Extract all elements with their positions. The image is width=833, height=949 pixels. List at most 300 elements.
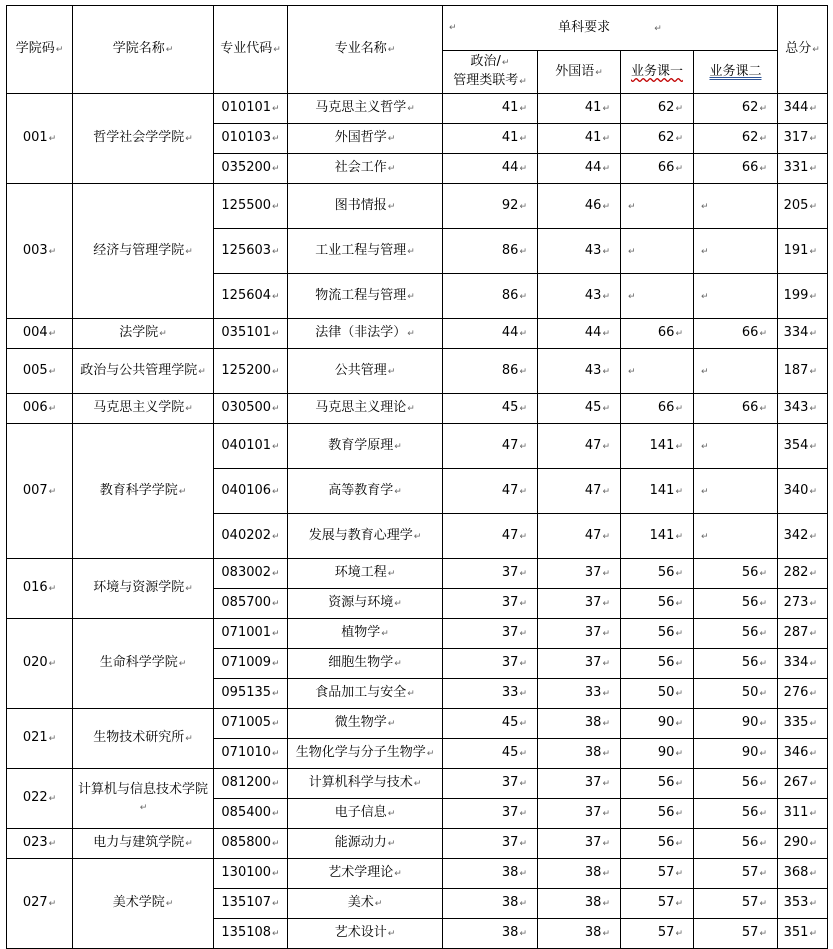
major-name-cell-text: 资源与环境	[328, 595, 394, 610]
header-politics: 政治/↵ 管理类联考↵	[443, 51, 538, 94]
course1-cell	[621, 619, 694, 649]
header-foreign-language: 外国语↵	[538, 51, 621, 94]
course2-cell	[694, 889, 778, 919]
foreign-cell	[538, 469, 621, 514]
course2-cell	[694, 679, 778, 709]
foreign-cell-text: 37	[584, 595, 602, 610]
total-cell	[778, 229, 828, 274]
foreign-cell	[538, 919, 621, 949]
total-cell-text: 199	[783, 287, 809, 303]
paragraph-mark: ↵	[185, 134, 193, 144]
politics-cell	[443, 94, 538, 124]
total-cell-text: 342	[783, 527, 809, 543]
paragraph-mark: ↵	[48, 584, 57, 594]
major-name-cell	[288, 124, 443, 154]
major-name-cell-text: 细胞生物学	[328, 655, 394, 670]
politics-cell-text: 86	[501, 242, 519, 258]
college-code-cell	[7, 319, 73, 349]
college-code-cell	[7, 709, 73, 769]
major-name-cell	[288, 274, 443, 319]
paragraph-mark: ↵	[602, 246, 610, 257]
paragraph-mark: ↵	[759, 404, 767, 414]
course2-cell	[694, 919, 778, 949]
politics-cell-text: 41	[501, 100, 519, 115]
college-name-cell	[73, 859, 214, 949]
foreign-cell-text: 38	[584, 745, 602, 760]
paragraph-mark: ↵	[602, 531, 610, 542]
paragraph-mark: ↵	[809, 929, 817, 939]
course2-cell-text: 56	[741, 805, 759, 820]
paragraph-mark: ↵	[809, 404, 817, 414]
total-cell-text: 273	[783, 595, 809, 610]
paragraph-mark: ↵	[809, 134, 817, 144]
college-name-cell-text: 电力与建筑学院	[93, 835, 185, 850]
paragraph-mark: ↵	[701, 246, 709, 257]
major-name-cell-text: 环境工程	[334, 565, 387, 580]
major-name-cell	[288, 769, 443, 799]
major-name-cell	[288, 514, 443, 559]
course1-cell-text: 66	[657, 160, 675, 175]
paragraph-mark: ↵	[759, 869, 767, 879]
paragraph-mark: ↵	[48, 246, 57, 257]
paragraph-mark: ↵	[198, 366, 206, 377]
major-name-cell	[288, 919, 443, 949]
course2-cell	[694, 559, 778, 589]
foreign-cell-text: 47	[584, 482, 602, 498]
major-name-cell-text: 微生物学	[334, 715, 387, 730]
paragraph-mark: ↵	[809, 659, 817, 669]
college-name-cell-text: 马克思主义学院	[93, 400, 185, 415]
paragraph-mark: ↵	[519, 201, 527, 212]
foreign-cell-text: 41	[584, 130, 602, 145]
paragraph-mark: ↵	[48, 329, 57, 339]
foreign-cell	[538, 229, 621, 274]
major-code-cell-text: 010103	[221, 130, 272, 145]
paragraph-mark: ↵	[519, 441, 527, 452]
foreign-cell-text: 37	[584, 625, 602, 640]
politics-cell-text: 45	[501, 745, 519, 760]
paragraph-mark: ↵	[48, 134, 57, 144]
paragraph-mark: ↵	[272, 869, 280, 879]
college-code-cell	[7, 94, 73, 184]
major-code-cell-text: 135107	[221, 895, 272, 910]
paragraph-mark: ↵	[272, 779, 280, 789]
course2-cell	[694, 769, 778, 799]
major-code-cell	[214, 769, 288, 799]
politics-cell	[443, 769, 538, 799]
paragraph-mark: ↵	[394, 599, 402, 609]
major-code-cell-text: 085700	[221, 595, 272, 610]
paragraph-mark: ↵	[701, 366, 709, 377]
paragraph-mark: ↵	[185, 839, 193, 849]
paragraph-mark: ↵	[519, 869, 527, 879]
paragraph-mark: ↵	[759, 749, 767, 759]
paragraph-mark: ↵	[519, 531, 527, 542]
major-name-cell	[288, 829, 443, 859]
major-code-cell-text: 071009	[221, 655, 272, 670]
course1-cell	[621, 319, 694, 349]
foreign-cell	[538, 274, 621, 319]
paragraph-mark: ↵	[519, 569, 527, 579]
total-cell	[778, 919, 828, 949]
politics-cell-text: 37	[501, 835, 519, 850]
major-code-cell	[214, 154, 288, 184]
course1-cell	[621, 349, 694, 394]
major-code-cell-text: 125604	[221, 287, 272, 303]
politics-cell	[443, 154, 538, 184]
college-name-cell	[73, 319, 214, 349]
table-row	[7, 619, 828, 649]
course1-cell-text: 56	[657, 805, 675, 820]
major-code-cell	[214, 424, 288, 469]
paragraph-mark: ↵	[675, 329, 683, 339]
college-name-cell-text: 生物技术研究所	[93, 730, 185, 745]
total-cell	[778, 589, 828, 619]
paragraph-mark: ↵	[759, 899, 767, 909]
paragraph-mark: ↵	[165, 899, 174, 909]
major-name-cell	[288, 469, 443, 514]
politics-cell-text: 41	[501, 130, 519, 145]
major-code-cell	[214, 859, 288, 889]
paragraph-mark: ↵	[413, 531, 422, 542]
major-name-cell-text: 食品加工与安全	[315, 685, 407, 700]
paragraph-mark: ↵	[675, 659, 683, 669]
major-code-cell	[214, 469, 288, 514]
total-cell-text: 344	[783, 100, 809, 115]
foreign-cell	[538, 769, 621, 799]
course2-cell	[694, 859, 778, 889]
major-name-cell-text: 马克思主义哲学	[315, 100, 407, 115]
major-code-cell-text: 081200	[221, 775, 272, 790]
major-code-cell	[214, 739, 288, 769]
paragraph-mark: ↵	[519, 809, 527, 819]
paragraph-mark: ↵	[809, 749, 817, 759]
total-cell	[778, 154, 828, 184]
paragraph-mark: ↵	[272, 629, 280, 639]
major-name-cell-text: 外国哲学	[334, 130, 387, 145]
course2-cell	[694, 184, 778, 229]
paragraph-mark: ↵	[602, 689, 610, 699]
paragraph-mark: ↵	[387, 719, 396, 729]
paragraph-mark: ↵	[519, 719, 527, 729]
course1-cell-text: 56	[657, 595, 675, 610]
course2-cell-text: 57	[741, 925, 759, 940]
paragraph-mark: ↵	[519, 246, 527, 257]
major-code-cell-text: 040106	[221, 482, 272, 498]
major-name-cell-text: 社会工作	[334, 160, 387, 175]
college-name-cell-text: 政治与公共管理学院	[80, 362, 198, 378]
politics-cell	[443, 919, 538, 949]
paragraph-mark: ↵	[701, 441, 709, 452]
paragraph-mark: ↵	[759, 719, 767, 729]
major-code-cell-text: 010101	[221, 100, 272, 115]
paragraph-mark: ↵	[675, 164, 683, 174]
major-code-cell	[214, 94, 288, 124]
paragraph-mark: ↵	[272, 486, 280, 497]
paragraph-mark: ↵	[602, 659, 610, 669]
paragraph-mark: ↵	[759, 659, 767, 669]
college-name-cell	[73, 709, 214, 769]
course1-cell	[621, 799, 694, 829]
course2-cell-text: 56	[741, 595, 759, 610]
paragraph-mark: ↵	[159, 329, 167, 339]
paragraph-mark: ↵	[48, 734, 57, 744]
paragraph-mark: ↵	[426, 749, 435, 759]
total-cell	[778, 649, 828, 679]
paragraph-mark: ↵	[602, 404, 610, 414]
total-cell-text: 334	[783, 325, 809, 340]
paragraph-mark: ↵	[759, 164, 767, 174]
course1-cell	[621, 589, 694, 619]
paragraph-mark: ↵	[809, 329, 817, 339]
politics-cell-text: 37	[501, 625, 519, 640]
foreign-cell	[538, 739, 621, 769]
paragraph-mark: ↵	[374, 899, 383, 909]
major-code-cell	[214, 184, 288, 229]
paragraph-mark: ↵	[809, 839, 817, 849]
foreign-cell	[538, 649, 621, 679]
total-cell	[778, 514, 828, 559]
paragraph-mark: ↵	[407, 291, 415, 302]
paragraph-mark: ↵	[602, 719, 610, 729]
course1-cell-text: 141	[649, 482, 675, 498]
foreign-cell	[538, 829, 621, 859]
course2-cell-text: 90	[741, 715, 759, 730]
course2-cell	[694, 739, 778, 769]
foreign-cell-text: 38	[584, 715, 602, 730]
paragraph-mark: ↵	[602, 291, 610, 302]
college-name-cell	[73, 424, 214, 559]
politics-cell	[443, 709, 538, 739]
major-name-cell-text: 法律（非法学）	[315, 325, 407, 340]
college-name-cell	[73, 349, 214, 394]
politics-cell-text: 38	[501, 865, 519, 880]
paragraph-mark: ↵	[809, 201, 817, 212]
politics-cell-text: 37	[501, 775, 519, 790]
course2-cell-text: 62	[741, 100, 759, 115]
paragraph-mark: ↵	[675, 104, 683, 114]
college-code-cell	[7, 769, 73, 829]
foreign-cell-text: 43	[584, 287, 602, 303]
paragraph-mark: ↵	[675, 839, 683, 849]
course1-cell	[621, 889, 694, 919]
politics-cell	[443, 319, 538, 349]
total-cell-text: 335	[783, 715, 809, 730]
major-code-cell	[214, 919, 288, 949]
politics-cell	[443, 679, 538, 709]
foreign-cell-text: 41	[584, 100, 602, 115]
major-name-cell-text: 物流工程与管理	[315, 287, 407, 303]
foreign-cell	[538, 394, 621, 424]
major-name-cell	[288, 394, 443, 424]
paragraph-mark: ↵	[809, 164, 817, 174]
politics-cell	[443, 349, 538, 394]
college-code-cell-text: 022	[22, 790, 48, 805]
paragraph-mark: ↵	[519, 404, 527, 414]
total-cell	[778, 679, 828, 709]
politics-cell	[443, 859, 538, 889]
politics-cell	[443, 799, 538, 829]
table-row	[7, 559, 828, 589]
major-name-cell-text: 电子信息	[334, 805, 387, 820]
paragraph-mark: ↵	[675, 599, 683, 609]
paragraph-mark: ↵	[675, 404, 683, 414]
politics-cell	[443, 229, 538, 274]
paragraph-mark: ↵	[178, 486, 187, 497]
major-name-cell	[288, 739, 443, 769]
paragraph-mark: ↵	[809, 869, 817, 879]
course1-cell	[621, 739, 694, 769]
paragraph-mark: ↵	[602, 899, 610, 909]
paragraph-mark: ↵	[519, 599, 527, 609]
course1-cell-text: 141	[649, 527, 675, 543]
table-row	[7, 394, 828, 424]
total-cell	[778, 124, 828, 154]
paragraph-mark: ↵	[809, 719, 817, 729]
paragraph-mark: ↵	[602, 134, 610, 144]
total-cell	[778, 769, 828, 799]
paragraph-mark: ↵	[759, 629, 767, 639]
course1-cell-text: 57	[657, 865, 675, 880]
major-code-cell-text: 030500	[221, 400, 272, 415]
college-code-cell	[7, 859, 73, 949]
paragraph-mark: ↵	[602, 164, 610, 174]
foreign-cell	[538, 709, 621, 739]
major-name-cell	[288, 424, 443, 469]
foreign-cell	[538, 559, 621, 589]
paragraph-mark: ↵	[519, 104, 527, 114]
paragraph-mark: ↵	[387, 201, 396, 212]
total-cell-text: 282	[783, 565, 809, 580]
course1-cell-text: 56	[657, 835, 675, 850]
course2-cell-text: 56	[741, 565, 759, 580]
paragraph-mark: ↵	[519, 486, 527, 497]
college-name-cell-text: 环境与资源学院	[93, 580, 185, 595]
politics-cell	[443, 274, 538, 319]
college-code-cell	[7, 184, 73, 319]
foreign-cell-text: 37	[584, 835, 602, 850]
college-code-cell	[7, 559, 73, 619]
total-cell-text: 351	[783, 925, 809, 940]
paragraph-mark: ↵	[602, 441, 610, 452]
table-row	[7, 184, 828, 229]
paragraph-mark: ↵	[602, 329, 610, 339]
college-name-cell-text: 教育科学学院	[99, 482, 178, 498]
course2-cell-text: 62	[741, 130, 759, 145]
foreign-cell	[538, 349, 621, 394]
college-code-cell-text: 003	[22, 242, 48, 258]
course1-cell-text: 141	[649, 437, 675, 453]
paragraph-mark: ↵	[272, 441, 280, 452]
header-total: 总分↵	[778, 6, 828, 94]
paragraph-mark: ↵	[602, 486, 610, 497]
total-cell-text: 317	[783, 130, 809, 145]
major-code-cell-text: 071010	[221, 745, 272, 760]
major-code-cell-text: 125200	[221, 362, 272, 378]
college-code-cell	[7, 829, 73, 859]
paragraph-mark: ↵	[628, 291, 636, 302]
header-single-subject: ↵ 单科要求 ↵	[443, 6, 778, 51]
course1-cell	[621, 709, 694, 739]
paragraph-mark: ↵	[519, 839, 527, 849]
paragraph-mark: ↵	[602, 839, 610, 849]
politics-cell	[443, 649, 538, 679]
paragraph-mark: ↵	[272, 689, 280, 699]
politics-cell-text: 47	[501, 527, 519, 543]
major-code-cell-text: 125500	[221, 197, 272, 213]
politics-cell-text: 45	[501, 715, 519, 730]
college-code-cell-text: 023	[22, 835, 48, 850]
foreign-cell-text: 47	[584, 437, 602, 453]
college-code-cell-text: 007	[22, 482, 48, 498]
politics-cell	[443, 619, 538, 649]
total-cell-text: 287	[783, 625, 809, 640]
paragraph-mark: ↵	[602, 929, 610, 939]
paragraph-mark: ↵	[381, 629, 389, 639]
paragraph-mark: ↵	[272, 246, 280, 257]
paragraph-mark: ↵	[185, 584, 193, 594]
total-cell-text: 334	[783, 655, 809, 670]
paragraph-mark: ↵	[809, 629, 817, 639]
foreign-cell-text: 37	[584, 565, 602, 580]
course2-cell	[694, 649, 778, 679]
paragraph-mark: ↵	[809, 689, 817, 699]
table-row	[7, 349, 828, 394]
paragraph-mark: ↵	[759, 839, 767, 849]
major-name-cell-text: 高等教育学	[328, 482, 394, 498]
course1-cell	[621, 919, 694, 949]
total-cell	[778, 709, 828, 739]
major-name-cell-text: 图书情报	[334, 197, 387, 213]
foreign-cell-text: 47	[584, 527, 602, 543]
politics-cell	[443, 514, 538, 559]
college-name-cell-text: 经济与管理学院	[93, 242, 185, 258]
politics-cell-text: 86	[501, 287, 519, 303]
course2-cell	[694, 619, 778, 649]
paragraph-mark: ↵	[394, 486, 402, 497]
paragraph-mark: ↵	[809, 291, 817, 302]
foreign-cell	[538, 799, 621, 829]
paragraph-mark: ↵	[602, 779, 610, 789]
paragraph-mark: ↵	[519, 749, 527, 759]
paragraph-mark: ↵	[602, 201, 610, 212]
major-name-cell	[288, 319, 443, 349]
paragraph-mark: ↵	[272, 104, 280, 114]
politics-cell-text: 37	[501, 565, 519, 580]
foreign-cell-text: 37	[584, 805, 602, 820]
header-course-one: 业务课一	[621, 51, 694, 94]
course1-cell-text: 57	[657, 895, 675, 910]
paragraph-mark: ↵	[48, 899, 57, 909]
politics-cell-text: 37	[501, 805, 519, 820]
foreign-cell	[538, 184, 621, 229]
politics-cell-text: 92	[501, 197, 519, 213]
paragraph-mark: ↵	[809, 486, 817, 497]
course2-cell-text: 66	[741, 160, 759, 175]
course2-cell	[694, 829, 778, 859]
major-name-cell-text: 计算机科学与技术	[308, 775, 413, 790]
paragraph-mark: ↵	[272, 659, 280, 669]
paragraph-mark: ↵	[394, 441, 402, 452]
paragraph-mark: ↵	[675, 441, 683, 452]
paragraph-mark: ↵	[675, 929, 683, 939]
table-row	[7, 424, 828, 469]
paragraph-mark: ↵	[602, 569, 610, 579]
paragraph-mark: ↵	[272, 749, 280, 759]
college-code-cell	[7, 424, 73, 559]
college-name-cell	[73, 184, 214, 319]
paragraph-mark: ↵	[519, 629, 527, 639]
